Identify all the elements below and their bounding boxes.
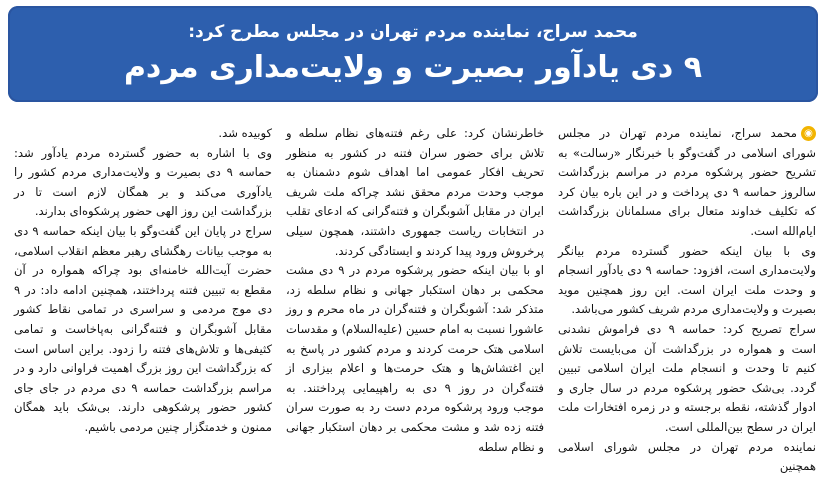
kicker-text: محمد سراج، نماینده مردم تهران در مجلس مطرح کرد: bbox=[188, 22, 638, 42]
article-column-3 bbox=[14, 124, 272, 457]
article-column-1 bbox=[558, 124, 817, 474]
paragraph: سراج تصریح کرد: حماسه ۹ دی فراموش نشدنی است و همواره در بزرگداشت آن می‌بایست تلاش کنیم تا وحدت و انسجام ملت ایران اسلامی تبیین گردد. بی‌شک حضور پرشکوه مردم در سال جاری و ادوار گذشته، نقطه برجسته و در زمره افتخارات ملت ایران در سطح بین‌المللی است. bbox=[558, 321, 816, 434]
paragraph: خاطرنشان کرد: علی رغم فتنه‌های نظام سلطه و تلاش برای حضور سران فتنه در کشور به منظور تحریف افکار عمومی اما اهداف شوم دشمنان به موجب وحدت مردم محقق نشد چراکه ملت شریف ایران در مقابل آشوبگران و فتنه‌گرانی که ادعای تقلب در انتخابات ریاست جمهوری داشتند، همچون سیلی پرخروش ورود پیدا کردند و ایستادگی کردند. bbox=[286, 126, 544, 258]
circle-bullet-icon: ◉ bbox=[801, 126, 816, 141]
paragraph: ◉محمد سراج، نماینده مردم تهران در مجلس شورای اسلامی در گفت‌وگو با خبرنگار «رسالت» به تشریح حضور پرشکوه مردم در مراسم بزرگداشت سالروز حماسه ۹ دی پرداخت و در این باره بیان کرد که تکلیف خداوند متعال برای مسلمانان بزرگداشت ایام‌الله است. bbox=[558, 126, 817, 238]
paragraph: او با بیان اینکه حضور پرشکوه مردم در ۹ دی مشت محکمی بر دهان استکبار جهانی و نظام سلطه زد، متذکر شد: آشوبگران و فتنه‌گران در ماه محرم و روز عاشورا نسبت به امام حسین (علیه‌السلام) و مقدسات اسلامی هتک حرمت کردند و مردم کشور در پاسخ به این اغتشاش‌ها و هتک حرمت‌ها و اعلام بیزاری از فتنه‌گران در روز ۹ دی به راهپیمایی پرداختند. به موجب ورود پرشکوه مردم دست رد به صورت سران فتنه زده شد و مشت محکمی بر دهان استکبار جهانی و نظام سلطه bbox=[286, 263, 544, 454]
headline-banner bbox=[8, 6, 818, 102]
paragraph: سراج در پایان این گفت‌وگو با بیان اینکه حماسه ۹ دی به موجب بیانات رهگشای رهبر معظم انقلاب اسلامی، حضرت آیت‌الله خامنه‌ای بود چراکه همواره در آن مقطع به تبیین فتنه پرداختند، همچنین ادامه داد: در ۹ دی موج مردمی و سراسری در تمامی نقاط کشور مقابل آشوبگران و فتنه‌گرانی به‌پاخاست و تمامی کثیفی‌ها و تلاش‌های فتنه را زدود. براین اساس است که بزرگداشت این روز بزرگ اهمیت فراوانی دارد و در مراسم بزرگداشت حماسه ۹ دی مردم در جای جای کشور حضور پرشکوهی دارند. بی‌شک باید همگان ممنون و خدمتگزار چنین مردمی باشیم. bbox=[14, 223, 272, 434]
paragraph: وی با بیان اینکه حضور گسترده مردم بیانگر ولایت‌مداری است، افزود: حماسه ۹ دی یادآور انسجام و وحدت ملت ایران است. این روز همچنین موید بصیرت و ولایت‌مداری مردم شریف کشور می‌باشد. bbox=[558, 243, 816, 317]
paragraph: وی با اشاره به حضور گسترده مردم یادآور شد: حماسه ۹ دی بصیرت و ولایت‌مداری مردم کشور را یادآوری می‌کند و بر همگان لازم است تا در بزرگداشت این روز الهی حضور پرشکوه‌ای بدارند. bbox=[14, 145, 272, 219]
article-column-2 bbox=[286, 124, 544, 457]
headline: ۹ دی یادآور بصیرت و ولایت‌مداری مردم bbox=[123, 50, 703, 85]
paragraph: کوبیده شد. bbox=[218, 126, 272, 140]
paragraph: نماینده مردم تهران در مجلس شورای اسلامی همچنین bbox=[558, 439, 816, 474]
article-body bbox=[10, 124, 817, 474]
